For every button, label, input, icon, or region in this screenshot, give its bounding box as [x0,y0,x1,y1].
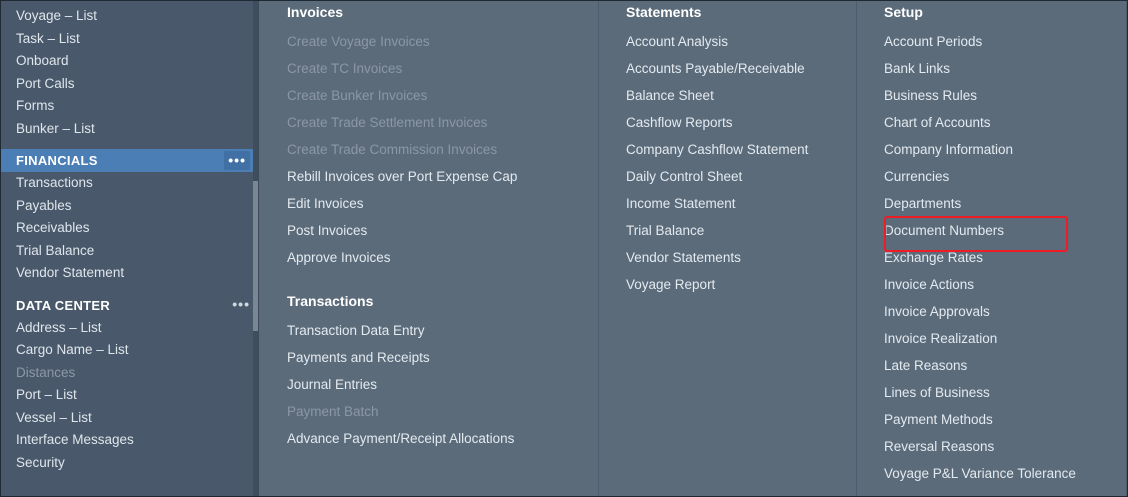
sidebar-section-data-center-label: DATA CENTER [16,297,111,313]
menu-item-invoice-realization[interactable]: Invoice Realization [884,331,998,346]
sidebar-scrollbar-thumb[interactable] [253,181,258,331]
sidebar-item-security[interactable]: Security [16,454,65,470]
menu-item-company-cashflow-statement[interactable]: Company Cashflow Statement [626,142,809,157]
menu-item-voyage-report[interactable]: Voyage Report [626,277,716,292]
menu-item-post-invoices[interactable]: Post Invoices [287,223,368,238]
sidebar [1,1,259,496]
menu-item-payment-methods[interactable]: Payment Methods [884,412,993,427]
menu-item-voyage-pl-variance-tolerance[interactable]: Voyage P&L Variance Tolerance [884,466,1076,481]
menu-item-create-trade-settlement-invoices: Create Trade Settlement Invoices [287,115,488,130]
sidebar-item-transactions[interactable]: Transactions [16,175,93,190]
menu-item-lines-of-business[interactable]: Lines of Business [884,385,990,400]
menu-item-payment-batch: Payment Batch [287,404,379,419]
sidebar-item-address-list[interactable]: Address – List [16,319,102,335]
menu-item-transaction-data-entry[interactable]: Transaction Data Entry [287,323,425,338]
sidebar-data-center-group [1,317,258,475]
column-invoices [259,1,599,496]
sidebar-item-forms[interactable]: Forms [16,98,55,113]
column-title-setup: Setup [884,4,923,20]
sidebar-item-distances: Distances [16,364,76,380]
menu-item-approve-invoices[interactable]: Approve Invoices [287,250,391,265]
menu-item-vendor-statements[interactable]: Vendor Statements [626,250,741,265]
sidebar-item-vendor-statement[interactable]: Vendor Statement [16,265,125,280]
menu-item-edit-invoices[interactable]: Edit Invoices [287,196,364,211]
sidebar-item-cargo-name-list[interactable]: Cargo Name – List [16,342,129,357]
menu-item-create-voyage-invoices: Create Voyage Invoices [287,34,430,49]
menu-item-account-periods[interactable]: Account Periods [884,34,983,49]
menu-item-cashflow-reports[interactable]: Cashflow Reports [626,115,733,130]
menu-item-accounts-payable-receivable[interactable]: Accounts Payable/Receivable [626,61,805,76]
menu-item-departments[interactable]: Departments [884,196,962,211]
sidebar-item-task-list[interactable]: Task – List [16,30,80,46]
column-title-invoices: Invoices [287,4,344,20]
menu-item-chart-of-accounts[interactable]: Chart of Accounts [884,115,991,130]
menu-item-exchange-rates[interactable]: Exchange Rates [884,250,984,265]
menu-item-trial-balance[interactable]: Trial Balance [626,223,705,238]
menu-item-invoice-actions[interactable]: Invoice Actions [884,277,975,292]
sidebar-item-voyage-list[interactable]: Voyage – List [16,8,98,23]
menu-item-company-information[interactable]: Company Information [884,142,1014,157]
sidebar-financials-group [1,172,258,285]
sidebar-item-receivables[interactable]: Receivables [16,220,90,235]
menu-item-bank-links[interactable]: Bank Links [884,61,951,76]
menu-item-create-bunker-invoices: Create Bunker Invoices [287,88,428,103]
menu-item-currencies[interactable]: Currencies [884,169,950,184]
column-statements [599,1,857,496]
menu-item-create-tc-invoices: Create TC Invoices [287,61,403,76]
sidebar-item-payables[interactable]: Payables [16,197,72,213]
menu-item-create-trade-commission-invoices: Create Trade Commission Invoices [287,142,498,157]
menu-item-daily-control-sheet[interactable]: Daily Control Sheet [626,169,743,184]
menu-item-journal-entries[interactable]: Journal Entries [287,377,378,392]
sidebar-section-financials[interactable] [1,149,258,172]
column-setup [857,1,1127,496]
menu-item-invoice-approvals[interactable]: Invoice Approvals [884,304,990,319]
menu-item-account-analysis[interactable]: Account Analysis [626,34,729,49]
menu-item-reversal-reasons[interactable]: Reversal Reasons [884,439,995,454]
menu-item-business-rules[interactable]: Business Rules [884,88,978,103]
sidebar-item-interface-messages[interactable]: Interface Messages [16,432,134,447]
menu-item-payments-and-receipts[interactable]: Payments and Receipts [287,350,430,365]
ellipsis-icon[interactable]: ••• [224,151,250,170]
ellipsis-icon[interactable]: ••• [232,295,250,312]
sidebar-item-port-calls[interactable]: Port Calls [16,75,75,91]
sidebar-section-data-center[interactable] [1,294,258,317]
sidebar-item-vessel-list[interactable]: Vessel – List [16,409,92,425]
menu-item-document-numbers[interactable]: Document Numbers [884,223,1005,238]
sidebar-item-onboard[interactable]: Onboard [16,53,69,68]
menu-item-late-reasons[interactable]: Late Reasons [884,358,968,373]
sidebar-item-bunker-list[interactable]: Bunker – List [16,120,95,136]
sidebar-item-port-list[interactable]: Port – List [16,387,77,402]
column-title-statements: Statements [626,4,702,20]
menu-item-advance-payment-receipt-allocations[interactable]: Advance Payment/Receipt Allocations [287,431,515,446]
sidebar-item-trial-balance[interactable]: Trial Balance [16,242,95,258]
menu-item-balance-sheet[interactable]: Balance Sheet [626,88,714,103]
column-title-transactions: Transactions [287,293,374,309]
sidebar-section-financials-label: FINANCIALS [16,153,98,168]
menu-item-rebill-invoices-over-port-expense-cap[interactable]: Rebill Invoices over Port Expense Cap [287,169,518,184]
sidebar-top-group [1,5,258,140]
menu-item-income-statement[interactable]: Income Statement [626,196,736,211]
sidebar-scrollbar[interactable] [253,1,258,496]
